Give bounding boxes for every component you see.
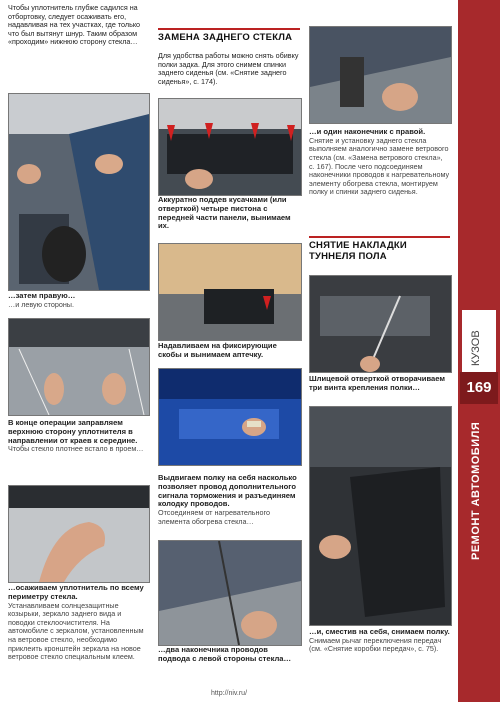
photo-windshield-top-seal bbox=[8, 318, 150, 416]
photo-right-terminal bbox=[309, 26, 452, 124]
photo-tunnel-screws bbox=[309, 275, 452, 373]
photo-windshield-side bbox=[8, 93, 150, 291]
photo-rear-shelf-pistons bbox=[158, 98, 302, 196]
col1-caption-3: …осаживаем уплотнитель по всему периметру стекла. bbox=[8, 583, 144, 601]
book-title: РЕМОНТ АВТОМОБИЛЯ bbox=[470, 421, 482, 560]
col3-caption-1: …и один наконечник с правой. bbox=[309, 127, 426, 136]
photo-shelf-connector bbox=[158, 368, 302, 466]
section-header-tunnel-trim: СНЯТИЕ НАКЛАДКИ ТУННЕЛЯ ПОЛА bbox=[309, 236, 450, 262]
col3-note-1: Снятие и установку заднего стекла выполняем аналогично замене ветрового стекла (см. «Замена ветрового стекла», с. 167). После чего подсоединяем наконечники проводов к нагревательному элементу обогрева стекла, монтируем полку и спинки заднего сиденья. bbox=[309, 135, 450, 197]
col2-note-3: Отсоединяем от нагревательного элемента обогрева стекла… bbox=[158, 508, 270, 526]
col3-note-3: Снимаем рычаг переключения передач (см. «Снятие коробки передач», с. 75). bbox=[309, 635, 442, 654]
col1-note-2: Чтобы стекло плотнее встало в проем… bbox=[8, 444, 144, 454]
col2-intro-text: Для удобства работы можно снять обивку полки задка. Для этого снимем спинки заднего сиденья (см. «Снятие заднего сиденья», с. 174). bbox=[158, 51, 299, 86]
col1-note-1: …и левую стороны. bbox=[8, 299, 74, 309]
col3-caption-3: …и, сместив на себя, снимаем полку. bbox=[309, 627, 450, 636]
col2-caption-1: Аккуратно поддев кусачками (или отверткой) четыре пистона с передней части панели, вынимаем их. bbox=[158, 195, 291, 231]
photo-seal-press bbox=[8, 485, 150, 583]
col2-caption-4: …два наконечника проводов подвода с левой стороны стекла… bbox=[158, 645, 292, 663]
footer-url: http://niv.ru/ bbox=[210, 690, 248, 697]
col2-caption-3: Выдвигаем полку на себя насколько позволяет провод дополнительного сигнала торможения и разъединяем колодку проводов. bbox=[158, 473, 297, 509]
col2-caption-2: Надавливаем на фиксирующие скобы и вынимаем аптечку. bbox=[158, 341, 277, 359]
col1-intro-text: Чтобы уплотнитель глубже садился на отбортовку, следует осаживать его, надавливая на тех участках, где только что был вытянут шнур. Таким образом «проходим» нижнюю сторону стекла… bbox=[8, 3, 141, 47]
page-number: 169 bbox=[460, 372, 498, 404]
col1-caption-1: …затем правую… bbox=[8, 291, 76, 300]
photo-left-terminals bbox=[158, 540, 302, 646]
col1-note-3: Устанавливаем солнцезащитные козырьки, зеркало заднего вида и поводки стеклоочистителя. На автомобиле с зеркалом, установленным на ветровое стекло, необходимо приклеить кронштейн зеркала на новое ветровое стекло специальным клеем. bbox=[8, 600, 144, 662]
col1-caption-2: В конце операции заправляем верхнюю сторону уплотнителя в направлении от краев к середине. bbox=[8, 418, 138, 445]
section-label: КУЗОВ bbox=[470, 330, 482, 366]
col3-caption-2: Шлицевой отверткой отворачиваем три винта крепления полки… bbox=[309, 374, 445, 392]
photo-remove-shelf bbox=[309, 406, 452, 626]
section-header-rear-glass: ЗАМЕНА ЗАДНЕГО СТЕКЛА bbox=[158, 28, 300, 43]
photo-first-aid-kit bbox=[158, 243, 302, 341]
